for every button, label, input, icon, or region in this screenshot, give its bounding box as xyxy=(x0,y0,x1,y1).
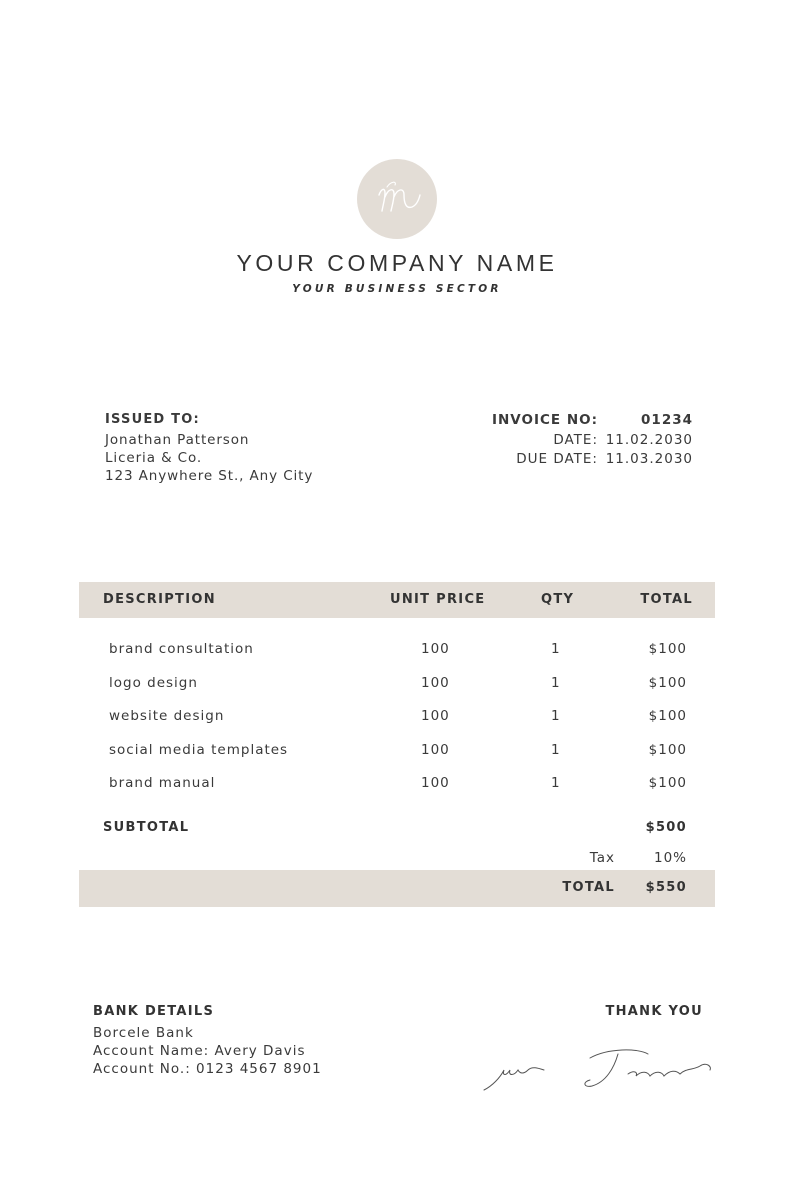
table-header xyxy=(79,582,715,618)
header-unit-price: UNIT PRICE xyxy=(390,592,486,607)
thank-you-label: THANK YOU xyxy=(605,1004,703,1019)
row-description: brand manual xyxy=(109,775,216,791)
bank-details-label: BANK DETAILS xyxy=(93,1004,215,1019)
row-qty: 1 xyxy=(551,641,561,657)
logo-monogram-icon xyxy=(357,159,437,239)
client-address: 123 Anywhere St., Any City xyxy=(105,468,314,484)
due-date-label: DUE DATE: xyxy=(516,451,598,467)
tax-label: Tax xyxy=(589,850,615,866)
company-logo xyxy=(357,159,437,239)
company-name: YOUR COMPANY NAME xyxy=(236,250,558,276)
row-description: website design xyxy=(109,708,225,724)
total-label: TOTAL xyxy=(562,880,615,895)
row-unit-price: 100 xyxy=(421,742,450,758)
row-total: $100 xyxy=(648,742,687,758)
row-description: logo design xyxy=(109,675,198,691)
invoice-no-label: INVOICE NO: xyxy=(491,412,598,428)
header-description: DESCRIPTION xyxy=(103,592,216,607)
client-company: Liceria & Co. xyxy=(105,450,203,466)
row-unit-price: 100 xyxy=(421,675,450,691)
header-total: TOTAL xyxy=(640,592,693,607)
row-total: $100 xyxy=(648,708,687,724)
header-qty: QTY xyxy=(541,592,575,607)
row-qty: 1 xyxy=(551,742,561,758)
invoice-no-value: 01234 xyxy=(641,412,693,428)
row-total: $100 xyxy=(648,641,687,657)
issued-to-label: ISSUED TO: xyxy=(105,412,200,427)
row-unit-price: 100 xyxy=(421,775,450,791)
date-label: DATE: xyxy=(553,432,598,448)
business-sector: YOUR BUSINESS SECTOR xyxy=(292,283,502,295)
total-bar xyxy=(79,870,715,907)
row-total: $100 xyxy=(648,675,687,691)
signature xyxy=(478,1040,718,1104)
signature-icon xyxy=(478,1040,718,1100)
total-value: $550 xyxy=(645,880,687,895)
date-value: 11.02.2030 xyxy=(605,432,693,448)
due-date-value: 11.03.2030 xyxy=(605,451,693,467)
row-total: $100 xyxy=(648,775,687,791)
row-unit-price: 100 xyxy=(421,708,450,724)
row-description: brand consultation xyxy=(109,641,254,657)
bank-name: Borcele Bank xyxy=(93,1025,194,1041)
row-qty: 1 xyxy=(551,708,561,724)
client-name: Jonathan Patterson xyxy=(105,432,250,448)
row-description: social media templates xyxy=(109,742,289,758)
subtotal-value: $500 xyxy=(645,820,687,835)
account-number: Account No.: 0123 4567 8901 xyxy=(93,1061,322,1077)
account-name: Account Name: Avery Davis xyxy=(93,1043,306,1059)
row-qty: 1 xyxy=(551,775,561,791)
row-qty: 1 xyxy=(551,675,561,691)
tax-value: 10% xyxy=(653,850,687,866)
subtotal-label: SUBTOTAL xyxy=(103,820,190,835)
row-unit-price: 100 xyxy=(421,641,450,657)
